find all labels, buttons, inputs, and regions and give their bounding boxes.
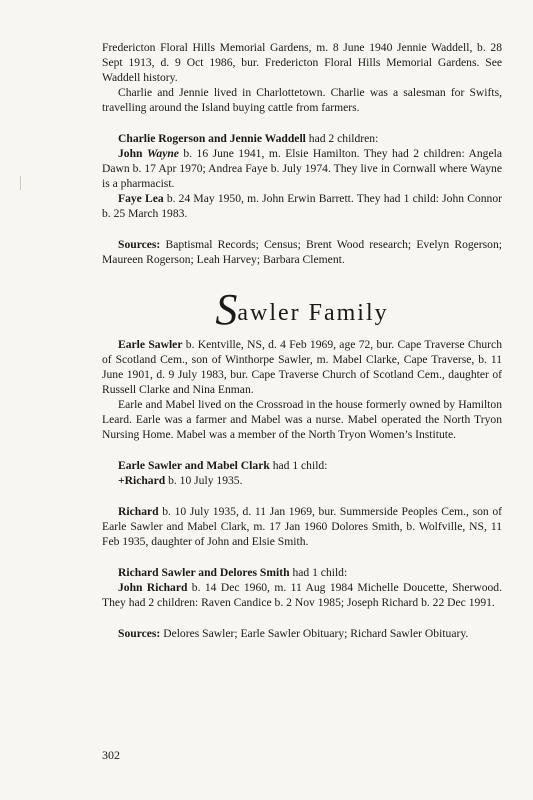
child-1-details: b. 16 June 1941, m. Elsie Hamilton. They had 2 children: Angela Dawn b. 17 Apr 1970; Andrea Faye b. July 1974. They live in Cornwall where Wayne is a pharmacist. [102, 147, 502, 190]
richard-name: Richard [118, 505, 159, 518]
sawler-sources [102, 626, 502, 641]
earle-mabel-paragraph: Earle and Mabel lived on the Crossroad in the house formerly owned by Hamilton Leard. Earle was a farmer and Mabel was a nurse. Mabel operated the North Tryon Nursing Home. Mabel was a member of the North Tryon Women’s Institute. [102, 398, 502, 441]
rogerson-couple-name: Charlie Rogerson and Jennie Waddell [118, 132, 306, 145]
sources-list: Baptismal Records; Census; Brent Wood research; Evelyn Rogerson; Maureen Rogerson; Leah Harvey; Barbara Clement. [102, 238, 502, 266]
section-heading [102, 285, 502, 334]
page-body [102, 40, 502, 641]
child-2-details: b. 24 May 1950, m. John Erwin Barrett. They had 1 child: John Connor b. 25 March 1983. [102, 192, 502, 220]
earle-child [102, 473, 502, 488]
child-1-nickname: Wayne [146, 147, 179, 160]
earle-child-name: +Richard [118, 474, 166, 487]
rogerson-children-header [102, 131, 502, 146]
rogerson-sources [102, 237, 502, 267]
richard-children-header [102, 565, 502, 580]
richard-entry [102, 504, 502, 549]
richard-child-name: John Richard [118, 581, 188, 594]
earle-sawler-details: b. Kentville, NS, d. 4 Feb 1969, age 72, bur. Cape Traverse Church of Scotland Cem., son of Winthorpe Sawler, m. Mabel Clarke, Cape Traverse, b. 11 June 1901, d. 9 July 1983, bur. Cape Traverse Church of Scotland Cem., daughter of Russell Clarke and Nina Enman. [102, 338, 502, 396]
sources-label: Sources: [118, 627, 161, 640]
earle-children-header [102, 458, 502, 473]
section-heading-initial: S [215, 285, 238, 334]
child-1-name: John [118, 147, 147, 160]
rogerson-child-2 [102, 191, 502, 221]
margin-mark [20, 176, 21, 190]
rogerson-children-count: had 2 children: [305, 132, 379, 145]
sources-label: Sources: [118, 238, 161, 251]
richard-couple-name: Richard Sawler and Delores Smith [118, 566, 290, 579]
rogerson-continuation: Fredericton Floral Hills Memorial Gardens, m. 8 June 1940 Jennie Waddell, b. 28 Sept 1913, d. 9 Oct 1986, bur. Fredericton Floral Hills Memorial Gardens. See Waddell history. [102, 41, 502, 84]
richard-child-details: b. 14 Dec 1960, m. 11 Aug 1984 Michelle Doucette, Sherwood. They had 2 children: Raven Candice b. 2 Nov 1985; Joseph Richard b. 22 Dec 1991. [102, 581, 502, 609]
sources-list: Delores Sawler; Earle Sawler Obituary; Richard Sawler Obituary. [160, 627, 469, 640]
richard-child [102, 580, 502, 610]
child-2-name: Faye Lea [118, 192, 164, 205]
rogerson-child-1 [102, 146, 502, 191]
richard-details: b. 10 July 1935, d. 11 Jan 1969, bur. Summerside Peoples Cem., son of Earle Sawler and Mabel Clark, m. 17 Jan 1960 Dolores Smith, b. Wolfville, NS, 11 Feb 1935, daughter of John and Elsie Smith. [102, 505, 502, 548]
richard-children-count: had 1 child: [289, 566, 348, 579]
earle-children-count: had 1 child: [269, 459, 328, 472]
page-number: 302 [102, 748, 120, 762]
earle-sawler-name: Earle Sawler [118, 338, 183, 351]
section-heading-rest: awler Family [237, 300, 389, 326]
earle-couple-name: Earle Sawler and Mabel Clark [118, 459, 270, 472]
earle-child-details: b. 10 July 1935. [165, 474, 243, 487]
earle-sawler-entry [102, 337, 502, 397]
rogerson-residence-paragraph: Charlie and Jennie lived in Charlottetown. Charlie was a salesman for Swifts, travelling around the Island buying cattle from farmers. [102, 86, 502, 114]
